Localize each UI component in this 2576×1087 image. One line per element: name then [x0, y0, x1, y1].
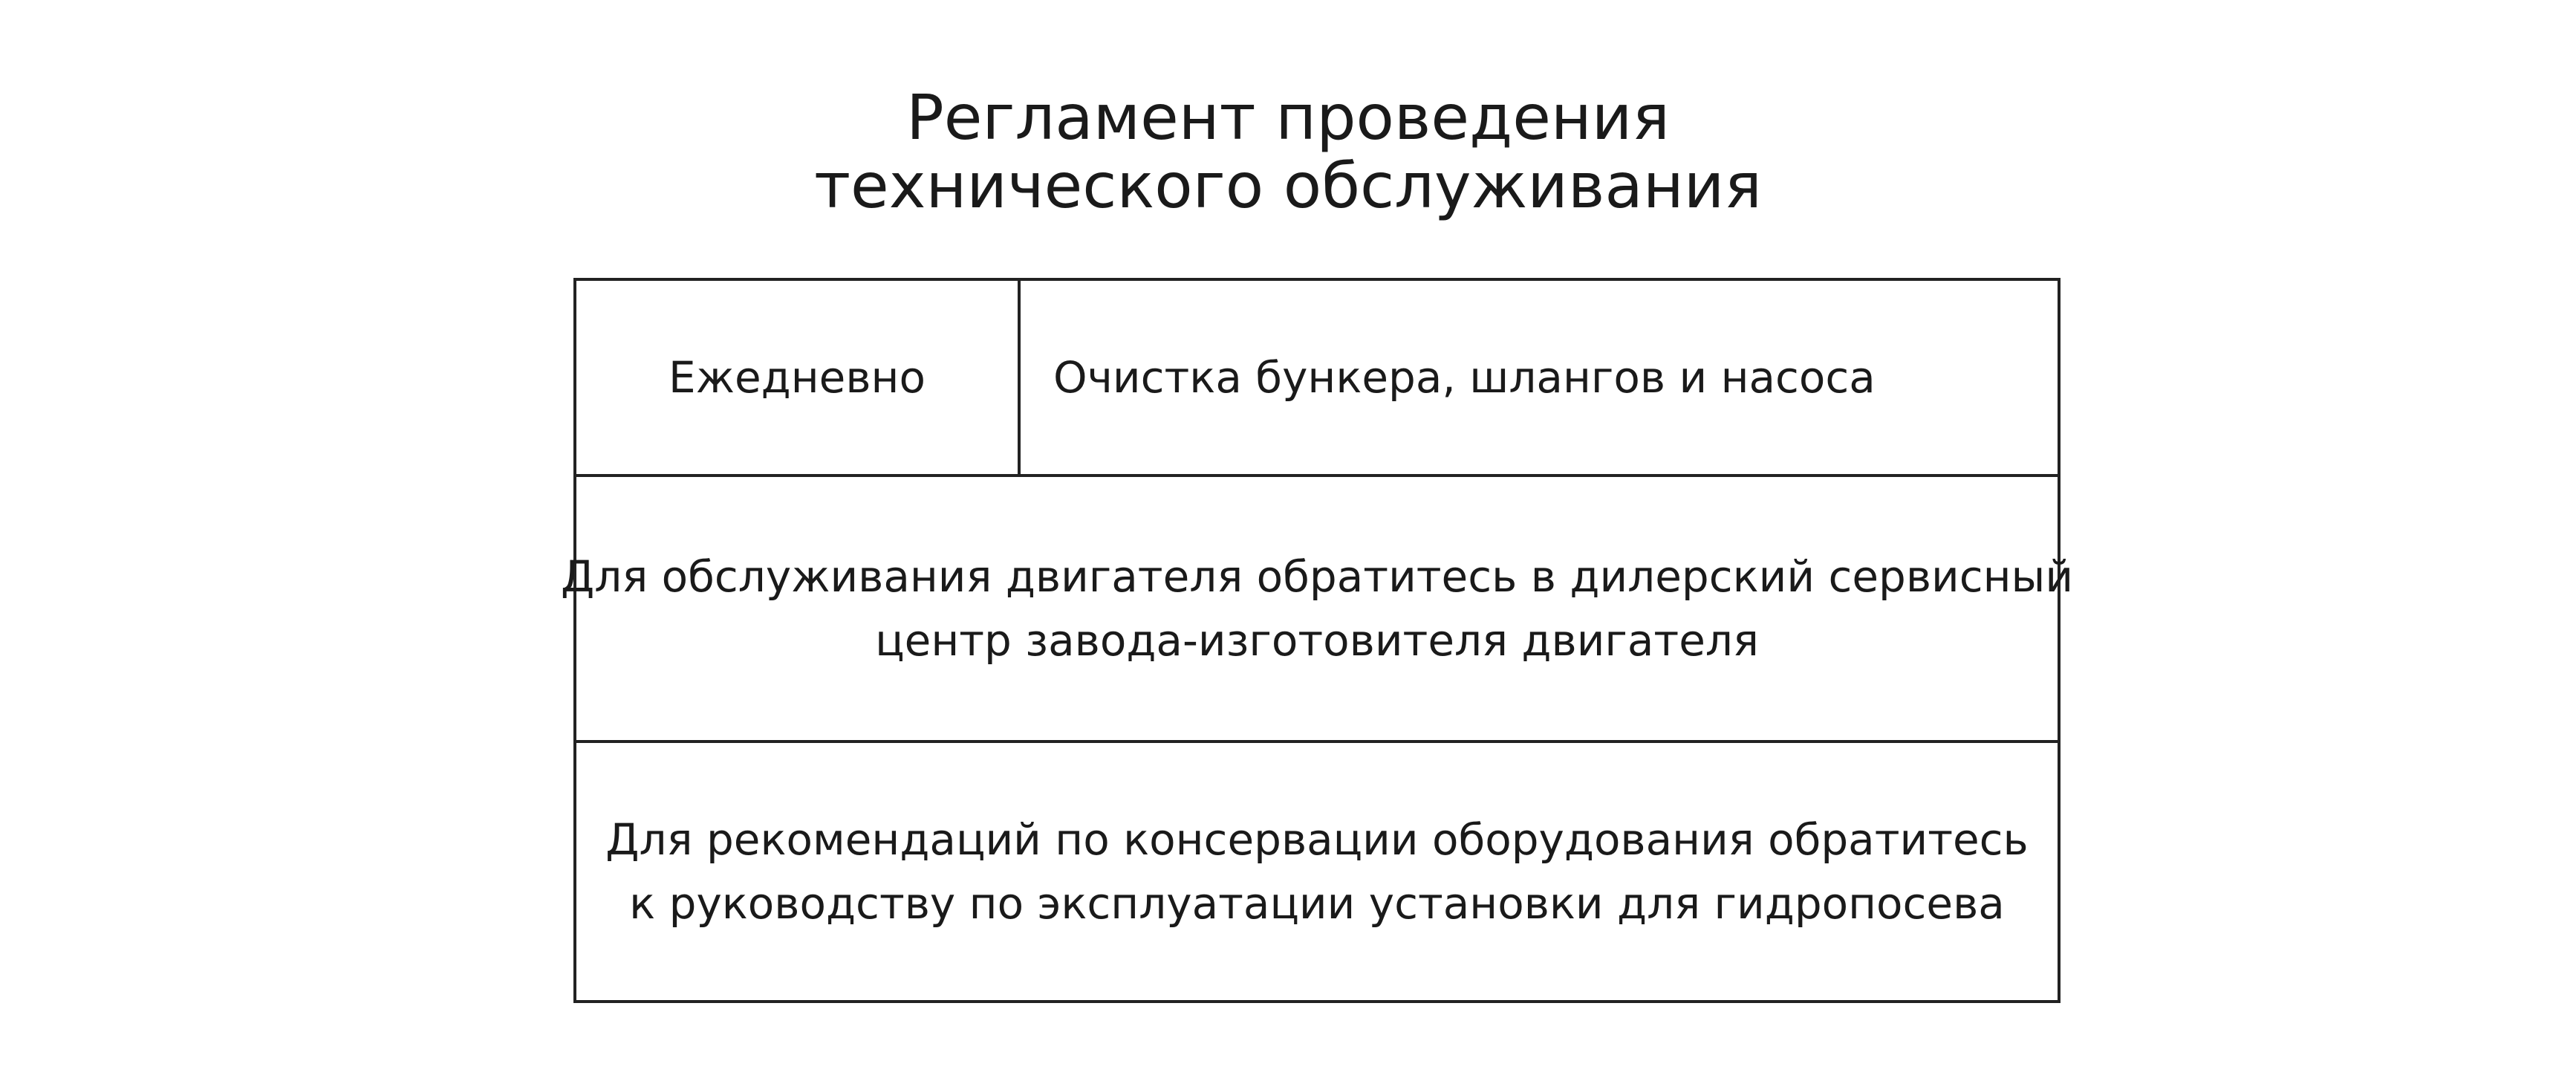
frequency-cell: [576, 281, 1021, 474]
conservation-text: [605, 808, 2029, 935]
table-row-engine-service: [560, 477, 2074, 743]
conservation-cell: [576, 743, 2058, 1000]
table-row-daily: [576, 281, 2058, 477]
page-title-line-1: Регламент проведения: [906, 81, 1670, 154]
page-title: [0, 83, 2576, 220]
task-label: Очистка бункера, шлангов и насоса: [1053, 352, 1876, 403]
table-row-conservation: [576, 743, 2058, 1000]
engine-service-cell: [560, 477, 2074, 740]
task-cell: [1021, 281, 2058, 474]
engine-service-line-1: Для обслуживания двигателя обратитесь в дилерский сервисный: [560, 551, 2074, 602]
conservation-line-1: Для рекомендаций по консервации оборудования обратитесь: [605, 814, 2029, 865]
frequency-label: Ежедневно: [669, 352, 926, 403]
engine-service-text: [561, 545, 2073, 672]
conservation-line-2: к руководству по эксплуатации установки для гидропосева: [629, 878, 2005, 929]
maintenance-table: [560, 278, 2074, 1003]
page-title-line-2: технического обслуживания: [814, 149, 1762, 222]
engine-service-line-2: центр завода-изготовителя двигателя: [875, 615, 1759, 666]
